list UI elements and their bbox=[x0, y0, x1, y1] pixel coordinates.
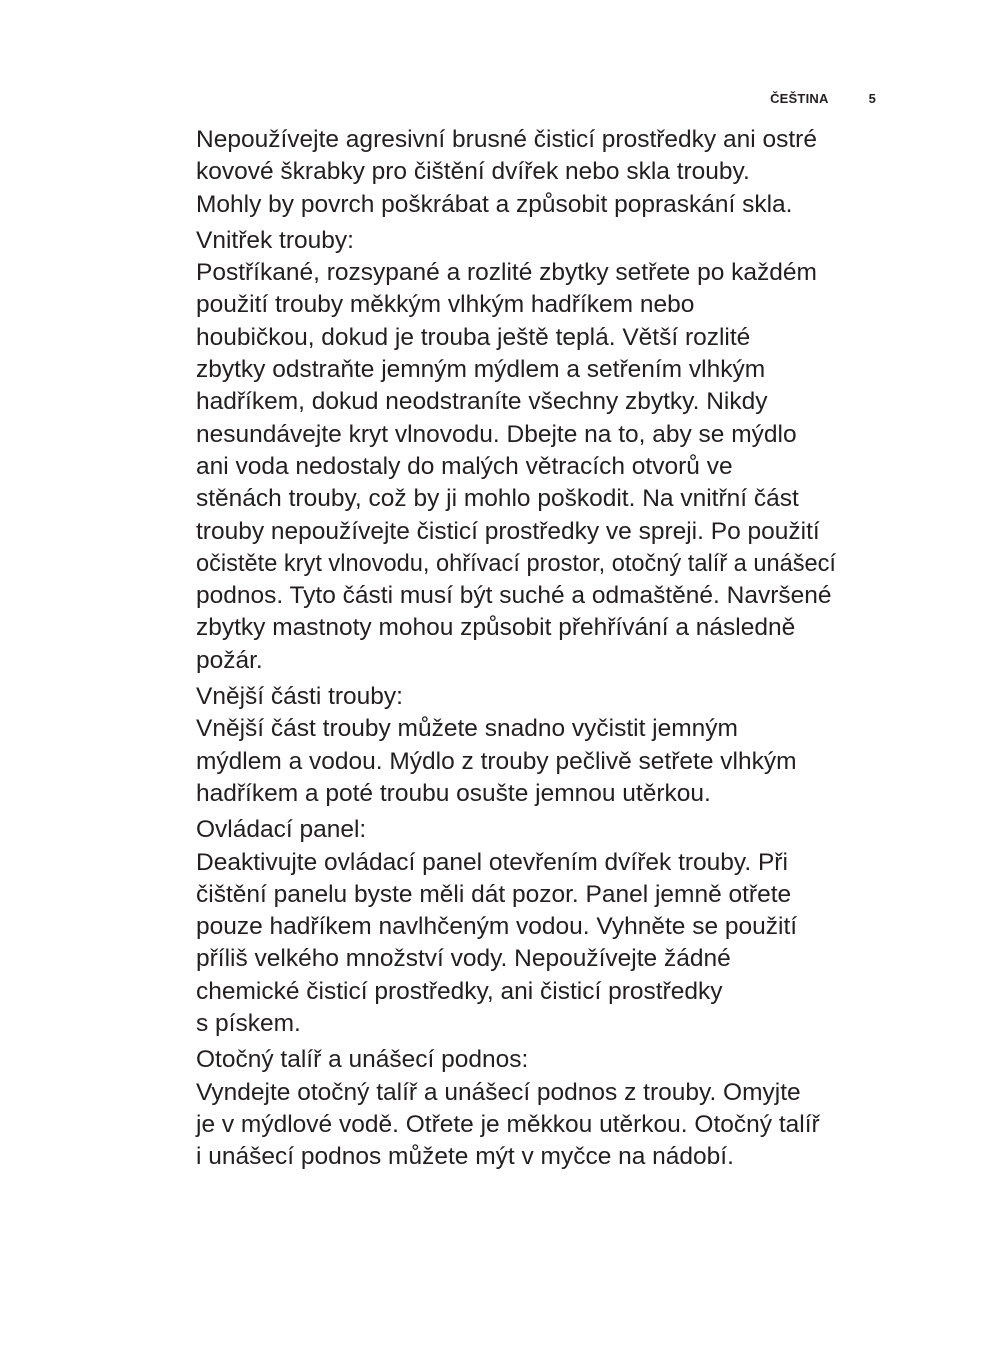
text-line: zbytky odstraňte jemným mýdlem a setřením vlhkým bbox=[196, 356, 766, 384]
section-heading: Vnitřek trouby: bbox=[196, 226, 354, 254]
section-control-panel bbox=[196, 814, 886, 1040]
text-line: stěnách trouby, což by ji mohlo poškodit. Na vnitřní část bbox=[196, 485, 799, 513]
page-header bbox=[770, 91, 876, 106]
text-line: požár. bbox=[196, 646, 263, 674]
page-body bbox=[196, 124, 886, 1174]
text-line: mýdlem a vodou. Mýdlo z trouby pečlivě setřete vlhkým bbox=[196, 747, 797, 775]
page-number: 5 bbox=[868, 91, 876, 106]
text-line: Mohly by povrch poškrábat a způsobit popraskání skla. bbox=[196, 190, 793, 218]
text-line: Vyndejte otočný talíř a unášecí podnos z trouby. Omyjte bbox=[196, 1078, 801, 1106]
section-turntable bbox=[196, 1044, 886, 1173]
text-line: Deaktivujte ovládací panel otevřením dvířek trouby. Při bbox=[196, 848, 788, 876]
text-line: hadříkem, dokud neodstraníte všechny zbytky. Nikdy bbox=[196, 388, 768, 416]
text-line: zbytky mastnoty mohou způsobit přehřívání a následně bbox=[196, 614, 796, 642]
language-label: ČEŠTINA bbox=[770, 91, 829, 106]
text-line: houbičkou, dokud je trouba ještě teplá. Větší rozlité bbox=[196, 323, 751, 351]
text-line: očistěte kryt vlnovodu, ohřívací prostor, otočný talíř a unášecí bbox=[196, 550, 836, 577]
text-line: Postříkané, rozsypané a rozlité zbytky setřete po každém bbox=[196, 259, 817, 287]
text-line: ani voda nedostaly do malých větracích otvorů ve bbox=[196, 452, 733, 480]
text-line: i unášecí podnos můžete mýt v myčce na nádobí. bbox=[196, 1143, 734, 1171]
section-oven-interior bbox=[196, 225, 886, 677]
text-line: Nepoužívejte agresivní brusné čisticí prostředky ani ostré bbox=[196, 126, 817, 153]
text-line: čištění panelu byste měli dát pozor. Panel jemně otřete bbox=[196, 880, 792, 908]
section-heading: Otočný talíř a unášecí podnos: bbox=[196, 1046, 529, 1074]
section-heading: Vnější části trouby: bbox=[196, 683, 403, 711]
text-line: s pískem. bbox=[196, 1010, 301, 1038]
text-line: nesundávejte kryt vlnovodu. Dbejte na to, aby se mýdlo bbox=[196, 420, 797, 448]
text-line: kovové škrabky pro čištění dvířek nebo skla trouby. bbox=[196, 158, 750, 186]
text-line: Vnější část trouby můžete snadno vyčistit jemným bbox=[196, 715, 738, 743]
intro-paragraph bbox=[196, 124, 886, 221]
text-line: trouby nepoužívejte čisticí prostředky ve spreji. Po použití bbox=[196, 517, 820, 545]
text-line: pouze hadříkem navlhčeným vodou. Vyhněte se použití bbox=[196, 913, 798, 941]
section-oven-exterior bbox=[196, 681, 886, 810]
text-line: příliš velkého množství vody. Nepoužívejte žádné bbox=[196, 945, 731, 973]
text-line: podnos. Tyto části musí být suché a odmaštěné. Navršené bbox=[196, 582, 832, 610]
text-line: je v mýdlové vodě. Otřete je měkkou utěrkou. Otočný talíř bbox=[196, 1110, 820, 1138]
section-heading: Ovládací panel: bbox=[196, 816, 367, 844]
text-line: chemické čisticí prostředky, ani čisticí prostředky bbox=[196, 977, 723, 1005]
text-line: hadříkem a poté troubu osušte jemnou utěrkou. bbox=[196, 779, 711, 807]
text-line: použití trouby měkkým vlhkým hadříkem nebo bbox=[196, 291, 695, 319]
